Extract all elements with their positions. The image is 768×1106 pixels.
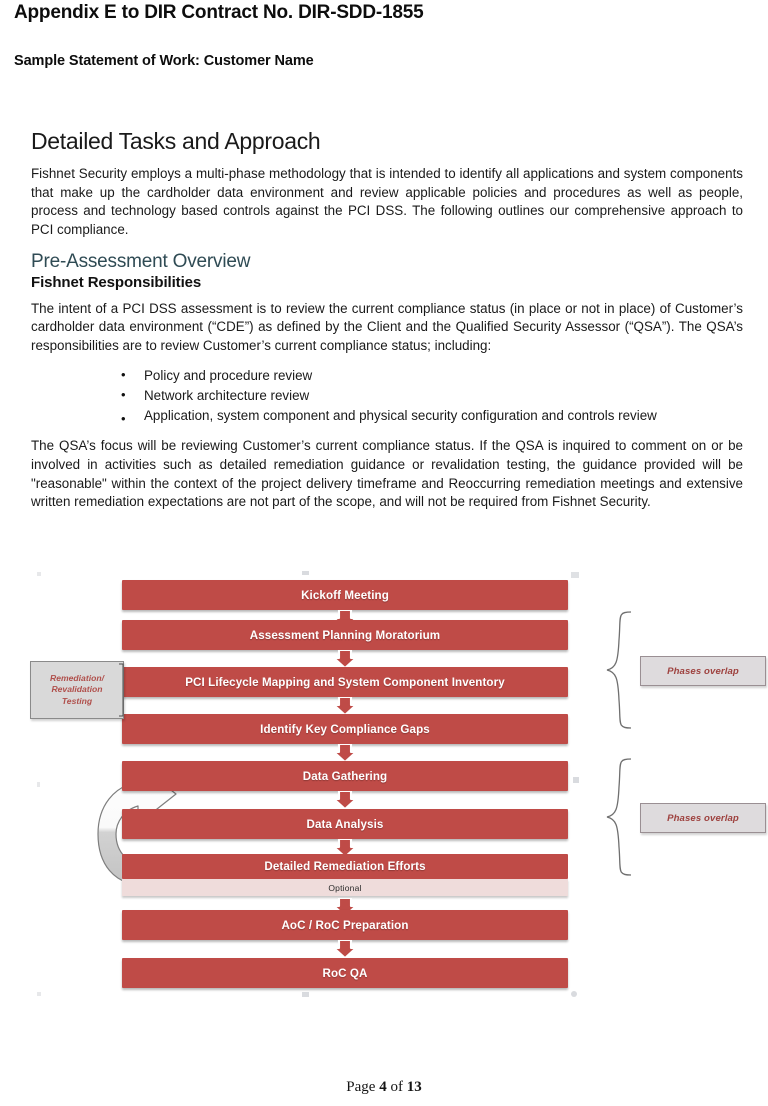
callout-line-1: Remediation/ <box>50 672 104 683</box>
flow-node-aoc-roc-preparation[interactable] <box>122 910 568 940</box>
list-item: • Application, system component and physical security configuration and controls review <box>31 406 743 426</box>
list-item: • Network architecture review <box>31 386 743 406</box>
selection-handle[interactable] <box>571 572 579 578</box>
selection-handle[interactable] <box>37 992 41 996</box>
intro-paragraph: Fishnet Security employs a multi-phase methodology that is intended to identify all applications and system components that make up the cardholder data environment and review applicable policies and procedures as well as people, process and technology based controls against the PCI DSS. The following outlines our comprehensive approach to PCI compliance. <box>31 166 743 237</box>
selection-handle[interactable] <box>37 572 41 576</box>
footer-prefix: Page <box>346 1079 380 1095</box>
callout-label: Phases overlap <box>667 665 739 677</box>
optional-label: Optional <box>328 882 362 893</box>
page-title: Detailed Tasks and Approach <box>31 128 321 154</box>
pci-process-flowchart <box>0 562 768 1002</box>
flow-node-label: Detailed Remediation Efforts <box>264 860 426 873</box>
selection-handle[interactable] <box>302 571 309 575</box>
flow-node-label: Kickoff Meeting <box>301 588 389 602</box>
arrow-down-icon <box>331 940 359 959</box>
callout-line-2: Revalidation <box>51 684 103 695</box>
subsection-heading: Pre-Assessment Overview <box>31 250 251 272</box>
responsibilities-heading: Fishnet Responsibilities <box>31 273 202 291</box>
callout-phases-overlap-upper[interactable] <box>640 656 766 686</box>
flow-node-data-analysis[interactable] <box>122 809 568 839</box>
footer-page-number: 4 <box>379 1079 387 1095</box>
document-body <box>31 128 743 523</box>
page-footer <box>0 1079 768 1096</box>
flow-node-identify-key-compliance-gaps[interactable] <box>122 714 568 744</box>
flow-node-pci-lifecycle-mapping[interactable] <box>122 667 568 697</box>
intent-paragraph: The intent of a PCI DSS assessment is to review the current compliance status (in place or not in place) of Customer’s cardholder data environment (“CDE”) as defined by the Client and the Qualified Security Assessor (“QSA”). The QSA’s responsibilities are to review Customer’s current compliance status; including: <box>31 300 743 353</box>
callout-label: Phases overlap <box>667 812 739 824</box>
list-item: • Policy and procedure review <box>31 366 743 386</box>
selection-handle[interactable] <box>37 782 40 787</box>
flow-node-label: Assessment Planning Moratorium <box>249 628 441 642</box>
arrow-down-icon <box>331 791 359 810</box>
callout-left-leader-icon <box>118 662 130 718</box>
flow-node-label: RoC QA <box>322 966 368 980</box>
callout-line-3: Testing <box>61 695 93 706</box>
flow-node-data-gathering[interactable] <box>122 761 568 791</box>
flow-node-label: Data Gathering <box>302 769 388 783</box>
document-header-subtitle: Sample Statement of Work: Customer Name <box>14 53 314 69</box>
flow-node-optional-band[interactable] <box>122 879 568 896</box>
document-header-title: Appendix E to DIR Contract No. DIR-SDD-1855 <box>14 2 424 23</box>
brace-upper-icon <box>605 610 635 730</box>
flow-node-assessment-planning-moratorium[interactable] <box>122 620 568 650</box>
selection-handle[interactable] <box>573 777 579 783</box>
focus-paragraph: The QSA’s focus will be reviewing Customer’s current compliance status. If the QSA is inquired to comment on or be involved in activities such as detailed remediation guidance or revalidation testing, the guidance provided will be "reasonable" within the context of the project delivery timeframe and Reoccurring remediation meetings and extensive written remediation expectations are not part of the scope, and will not be required from Fishnet Security. <box>31 438 743 510</box>
selection-handle[interactable] <box>302 992 309 997</box>
responsibilities-list <box>31 366 743 425</box>
flow-node-kickoff-meeting[interactable] <box>122 580 568 610</box>
flow-node-label: Identify Key Compliance Gaps <box>260 722 430 736</box>
flow-node-label: Data Analysis <box>306 817 384 831</box>
flow-node-label: PCI Lifecycle Mapping and System Component Inventory <box>185 675 505 689</box>
callout-phases-overlap-lower[interactable] <box>640 803 766 833</box>
callout-label-block <box>50 673 104 708</box>
callout-remediation-revalidation-testing[interactable] <box>30 661 124 719</box>
footer-total-pages: 13 <box>406 1079 422 1095</box>
flow-node-label: AoC / RoC Preparation <box>281 918 409 932</box>
selection-handle[interactable] <box>571 991 577 997</box>
flow-node-roc-qa[interactable] <box>122 958 568 988</box>
flow-node-detailed-remediation-efforts[interactable] <box>122 854 568 879</box>
footer-middle: of <box>386 1079 407 1095</box>
brace-lower-icon <box>605 757 635 877</box>
